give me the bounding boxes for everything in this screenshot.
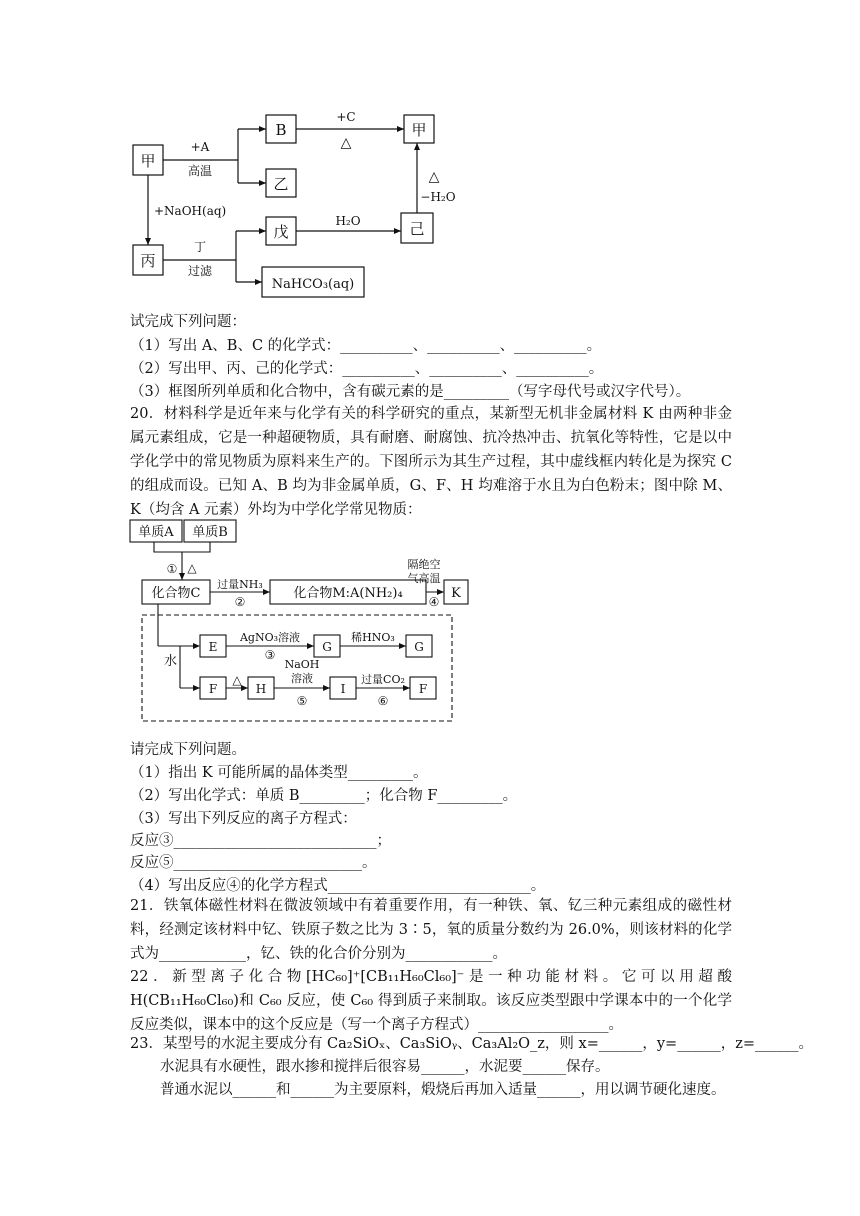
danzhi-a: 单质A: [138, 525, 174, 540]
compound-m: 化合物M:A(NH₂)₄: [293, 586, 403, 601]
node-bing: 丙: [140, 252, 156, 270]
label-delta-top: △: [340, 135, 352, 151]
agno3-label: AgNO₃溶液: [239, 631, 301, 644]
naoh-label-2: 溶液: [291, 672, 313, 685]
naoh-label-1: NaOH: [284, 658, 320, 671]
f-node-1: F: [208, 682, 218, 696]
q20-part2: （2）写出化学式：单质 B_________；化合物 F_________。: [130, 788, 518, 804]
excess-co2-label: 过量CO₂: [361, 673, 405, 686]
water-label: 水: [164, 654, 178, 669]
f-node-2: F: [418, 682, 428, 696]
q23-line3: 普通水泥以______和______为主要原料，煅烧后再加入适量______，用以调节硬化速度。: [160, 1082, 726, 1098]
q20-part1: （1）指出 K 可能所属的晶体类型_________。: [130, 765, 428, 781]
q22-text: 22．新型离子化合物[HC₆₀]⁺[CB₁₁H₆₀Cl₆₀]⁻是一种功能材料。它可以用超酸 H(CB₁₁H₆₀Cl₆₀)和 C₆₀ 反应，使 C₆₀ 得到质子来制取。该反应类型跟中学课本中的一个化学反应类似，课本中的这个反应是（写一个离子方程式）__________________。: [130, 969, 732, 1033]
label-plus-naoh: +NaOH(aq): [154, 204, 227, 218]
isolate-line1: 隔绝空: [407, 558, 441, 571]
step-4: ④: [428, 595, 440, 609]
q19-part1: （1）写出 A、B、C 的化学式：__________、__________、__________。: [130, 338, 602, 354]
q20-after: 请完成下列问题。: [130, 742, 246, 758]
step-3: ③: [264, 648, 276, 662]
compound-c: 化合物C: [151, 586, 201, 601]
q20-reaction3: 反应③____________________________；: [130, 833, 391, 849]
e-node: E: [208, 640, 218, 654]
g-node-2: G: [414, 640, 424, 654]
step-2: ②: [234, 595, 246, 609]
label-plus-a: +A: [190, 140, 210, 154]
q20-part4: （4）写出反应④的化学方程式____________________________。: [130, 878, 546, 894]
i-node: I: [340, 682, 346, 696]
q23-line1: 23．某型号的水泥主要成分有 Ca₂SiOₓ、Ca₃SiOᵧ、Ca₃Al₂O_z，则 x=______，y=______，z=______。: [130, 1036, 813, 1052]
label-ding: 丁: [193, 240, 207, 254]
delta-2: △: [232, 673, 242, 687]
g-node-1: G: [322, 640, 332, 654]
label-gaowen: 高温: [187, 164, 213, 178]
label-minus-h2o: −H₂O: [420, 190, 456, 204]
q19-intro: 试完成下列问题：: [130, 314, 246, 330]
node-b: B: [275, 121, 287, 139]
label-h2o: H₂O: [335, 214, 361, 228]
label-guolv: 过滤: [187, 264, 213, 278]
q21-text: 21．铁氧体磁性材料在微波领域中有着重要作用，有一种铁、氧、钇三种元素组成的磁性材料，经测定该材料中钇、铁原子数之比为 3∶5，氧的质量分数约为 26.0%，则该材料的化学式为____________，钇、铁的化合价分别为____________。: [130, 898, 732, 962]
q23-line2: 水泥具有水硬性，跟水掺和搅拌后很容易______，水泥要______保存。: [160, 1059, 610, 1075]
q19-part3: （3）框图所列单质和化合物中，含有碳元素的是_________（写字母代号或汉字代号）。: [130, 384, 691, 400]
flow-diagram-1: [120, 105, 460, 305]
flow-diagram-2: [128, 518, 461, 724]
label-plus-c: +C: [336, 110, 356, 124]
node-jia-right: 甲: [411, 121, 427, 139]
q19-part2: （2）写出甲、丙、己的化学式：__________、__________、__________。: [130, 361, 604, 377]
isolate-line2: 气高温: [407, 572, 441, 585]
excess-nh3: 过量NH₃: [217, 578, 263, 591]
k-node: K: [451, 586, 461, 601]
q20-reaction5: 反应⑤__________________________。: [130, 855, 377, 871]
q20-part3: （3）写出下列反应的离子方程式：: [130, 811, 357, 827]
step-1: ①: [166, 562, 178, 576]
delta-1: △: [187, 561, 197, 575]
danzhi-b: 单质B: [192, 525, 228, 540]
q20-text: 20．材料科学是近年来与化学有关的科学研究的重点，某新型无机非金属材料 K 由两种非金属元素组成，它是一种超硬物质，具有耐磨、耐腐蚀、抗冷热冲击、抗氧化等特性，它是以中学化学中的常见物质为原料来生产的。下图所示为其生产过程，其中虚线框内转化是为探究 C 的组成而设。已知 A、B 均为非金属单质，G、F、H 均难溶于水且为白色粉末；图中除 M、K（均含 A 元素）外均为中学化学常见物质：: [130, 406, 732, 518]
dilute-hno3-label: 稀HNO₃: [351, 631, 395, 644]
node-wu: 戊: [273, 223, 289, 241]
node-nahco3: NaHCO₃(aq): [271, 277, 355, 292]
node-yi: 乙: [273, 175, 289, 193]
label-delta-right: △: [428, 169, 440, 185]
step-5: ⑤: [296, 694, 308, 708]
h-node: H: [255, 682, 267, 696]
step-6: ⑥: [377, 694, 389, 708]
node-ji: 己: [409, 220, 425, 238]
node-jia-left: 甲: [140, 152, 156, 170]
